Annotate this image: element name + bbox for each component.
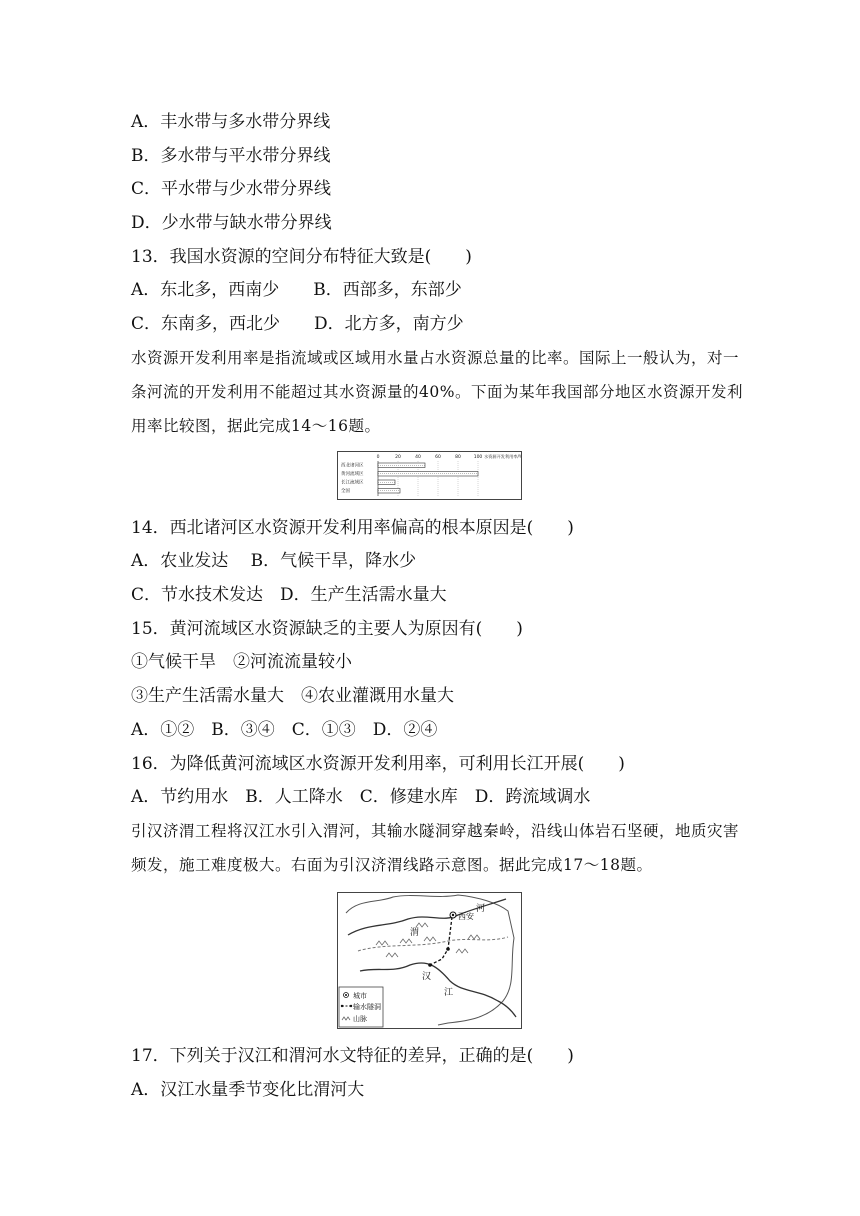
option-line: A．农业发达 B．气候干旱，降水少 [131, 551, 417, 571]
option-line: ①气候干旱 ②河流流量较小 [131, 652, 352, 672]
x-tick-label: 60 [435, 455, 441, 460]
question-17: 17．下列关于汉江和渭河水文特征的差异，正确的是( ) [131, 1046, 574, 1066]
option-line: A．丰水带与多水带分界线 [131, 112, 331, 132]
x-tick-label: 0 [376, 455, 380, 460]
option-line: A．节约用水 B．人工降水 C．修建水库 D．跨流域调水 [131, 787, 591, 807]
intro-paragraph-2: 引汉济渭工程将汉江水引入渭河，其输水隧洞穿越秦岭，沿线山体岩石坚硬，地质灾害频发，施工难度极大。右面为引汉济渭线路示意图。据此完成17～18题。 [131, 822, 740, 874]
he-label: 河 [476, 904, 486, 914]
question-14: 14．西北诸河区水资源开发利用率偏高的根本原因是( ) [131, 518, 574, 538]
option-line: B．多水带与平水带分界线 [131, 146, 331, 166]
category-label: 长江流域区 [341, 480, 364, 486]
option-line: A．汉江水量季节变化比渭河大 [131, 1080, 365, 1100]
question-16: 16．为降低黄河流域区水资源开发利用率，可利用长江开展( ) [131, 754, 625, 774]
x-tick-label: 80 [455, 455, 461, 460]
category-label: 西北诸河区 [341, 463, 364, 469]
wei-label: 渭 [410, 928, 420, 938]
utilization-chart [337, 451, 522, 500]
legend-city-label: 城市 [353, 992, 367, 1000]
route-map [337, 892, 522, 1029]
category-label: 黄河流域区 [341, 472, 364, 477]
bar [378, 463, 425, 468]
tunnel-node [428, 963, 432, 967]
route-map-svg [338, 893, 521, 1028]
option-line: C．平水带与少水带分界线 [131, 179, 332, 199]
xian-label: 西安 [458, 912, 474, 921]
category-label: 全国 [341, 489, 350, 494]
question-13: 13．我国水资源的空间分布特征大致是( ) [131, 247, 472, 267]
option-line: A．东北多，西南少 B．西部多，东部少 [131, 280, 462, 300]
y-axis-label: 水资源开发利用率/% [484, 454, 521, 459]
han-label: 汉 [422, 972, 432, 982]
tunnel-node [446, 947, 450, 951]
mountain-band [358, 937, 508, 951]
legend-tunnel-label: 输水隧洞 [353, 1003, 381, 1011]
intro-paragraph-1: 水资源开发利用率是指流域或区域用水量占水资源总量的比率。国际上一般认为，对一条河流的开发利用不能超过其水资源量的40%。下面为某年我国部分地区水资源开发利用率比较图，据此完成14～16题。 [131, 349, 743, 435]
option-line: ③生产生活需水量大 ④农业灌溉用水量大 [131, 686, 454, 706]
utilization-chart-svg [338, 452, 521, 499]
x-tick-label: 100 [473, 455, 483, 460]
legend-mountain-label: 山脉 [353, 1015, 367, 1023]
option-line: D．少水带与缺水带分界线 [131, 213, 332, 233]
option-line: A．①② B．③④ C．①③ D．②④ [131, 720, 438, 740]
x-tick-label: 20 [395, 455, 401, 460]
option-line: C．东南多，西北少 D．北方多，南方少 [131, 314, 464, 334]
option-line: C．节水技术发达 D．生产生活需水量大 [131, 585, 447, 605]
question-15: 15．黄河流域区水资源缺乏的主要人为原因有( ) [131, 619, 523, 639]
x-tick-label: 40 [415, 455, 421, 460]
jiang-label: 江 [444, 988, 454, 998]
